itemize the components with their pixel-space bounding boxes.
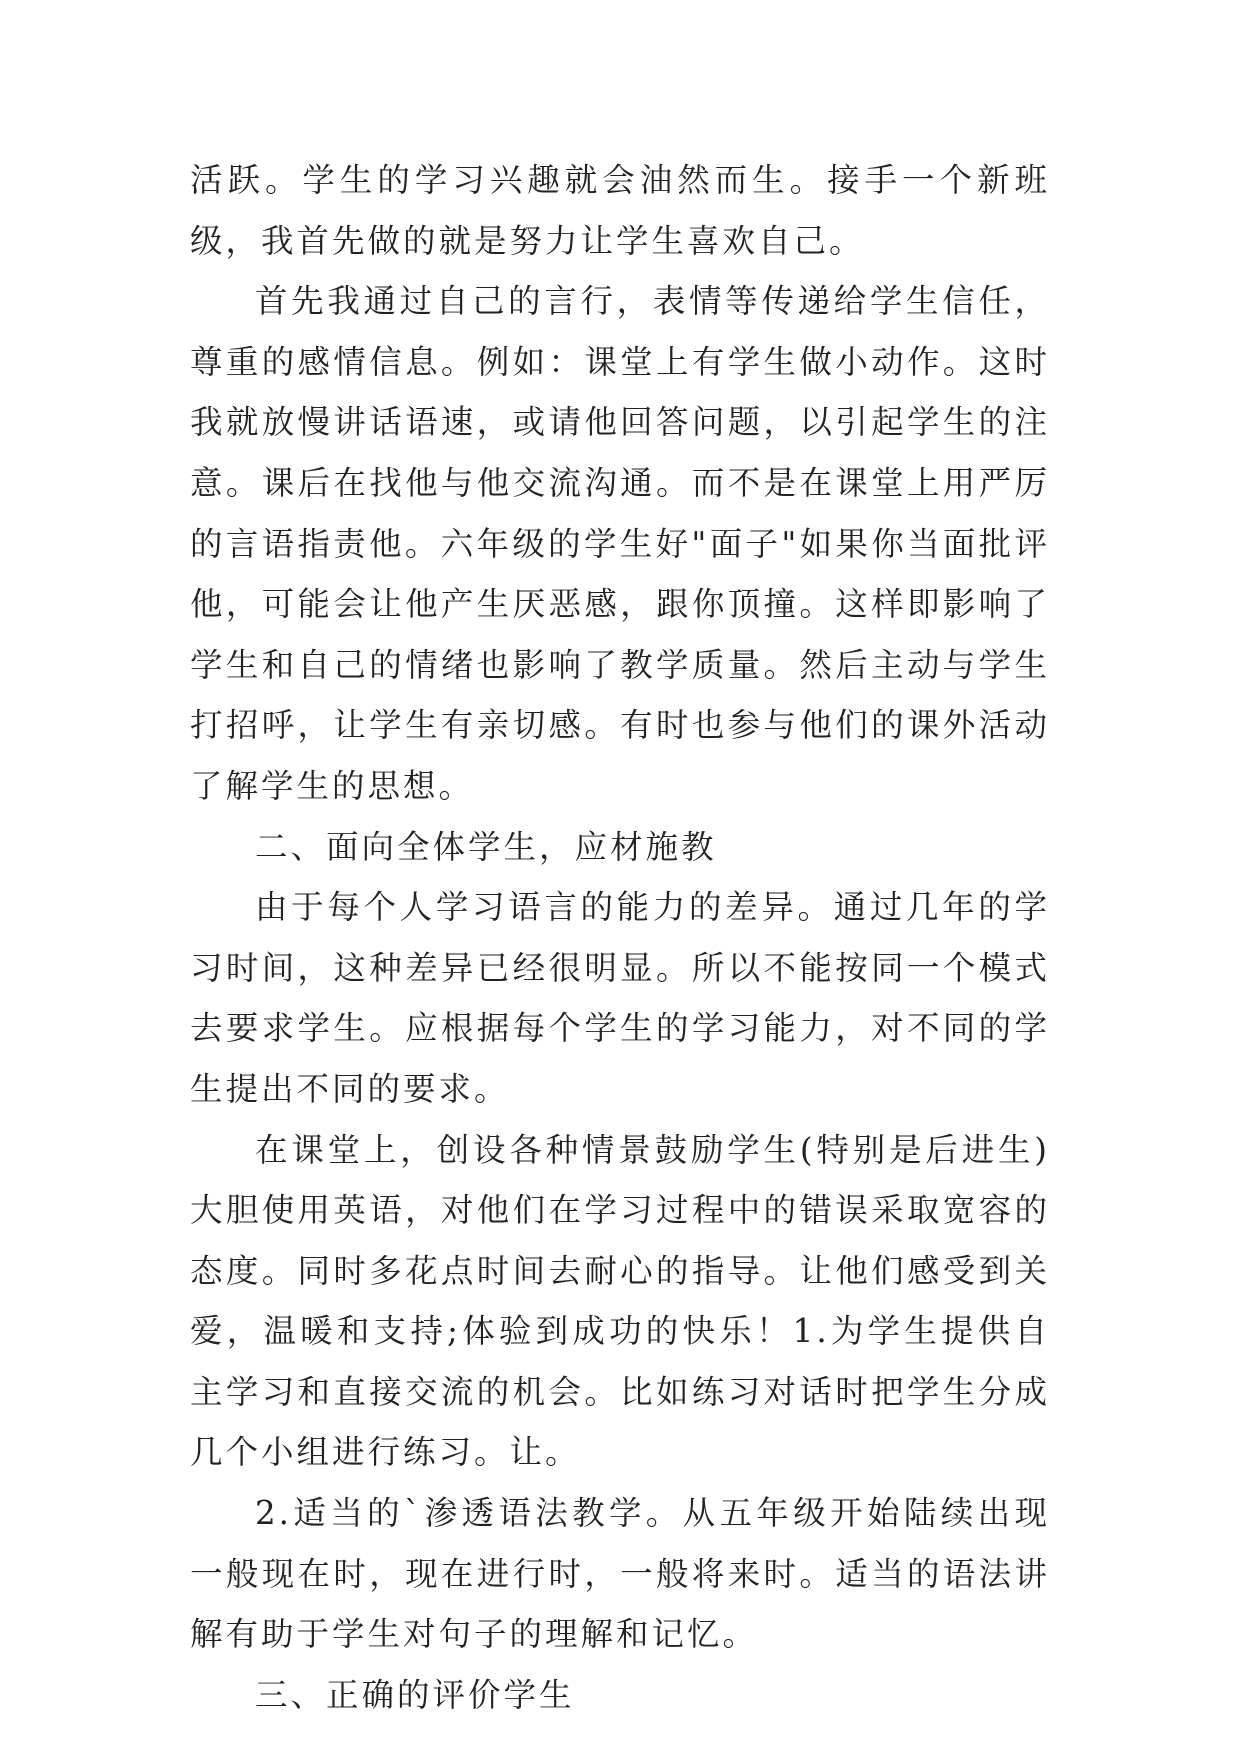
section-heading: 三、正确的评价学生 xyxy=(255,1675,575,1714)
section-heading: 二、面向全体学生，应材施教 xyxy=(255,827,717,866)
document-body xyxy=(190,150,1050,1725)
paragraph: 首先我通过自己的言行，表情等传递给学生信任，尊重的感情信息。例如：课堂上有学生做小动作。这时我就放慢讲话语速，或请他回答问题，以引起学生的注意。课后在找他与他交流沟通。而不是在课堂上用严厉的言语指责他。六年级的学生好"面子"如果你当面批评他，可能会让他产生厌恶感，跟你顶撞。这样即影响了学生和自己的情绪也影响了教学质量。然后主动与学生打招呼，让学生有亲切感。有时也参与他们的课外活动了解学生的思想。 xyxy=(190,282,1050,805)
paragraph: 在课堂上，创设各种情景鼓励学生(特别是后进生)大胆使用英语，对他们在学习过程中的错误采取宽容的态度。同时多花点时间去耐心的指导。让他们感受到关爱，温暖和支持;体验到成功的快乐！1.为学生提供自主学习和直接交流的机会。比如练习对话时把学生分成几个小组进行练习。让。 xyxy=(190,1130,1050,1472)
paragraph: 由于每个人学习语言的能力的差异。通过几年的学习时间，这种差异已经很明显。所以不能按同一个模式去要求学生。应根据每个学生的学习能力，对不同的学生提出不同的要求。 xyxy=(190,888,1050,1108)
paragraph: 2.适当的`渗透语法教学。从五年级开始陆续出现一般现在时，现在进行时，一般将来时。适当的语法讲解有助于学生对句子的理解和记忆。 xyxy=(190,1494,1050,1654)
paragraph: 活跃。学生的学习兴趣就会油然而生。接手一个新班级，我首先做的就是努力让学生喜欢自己。 xyxy=(190,161,1050,260)
